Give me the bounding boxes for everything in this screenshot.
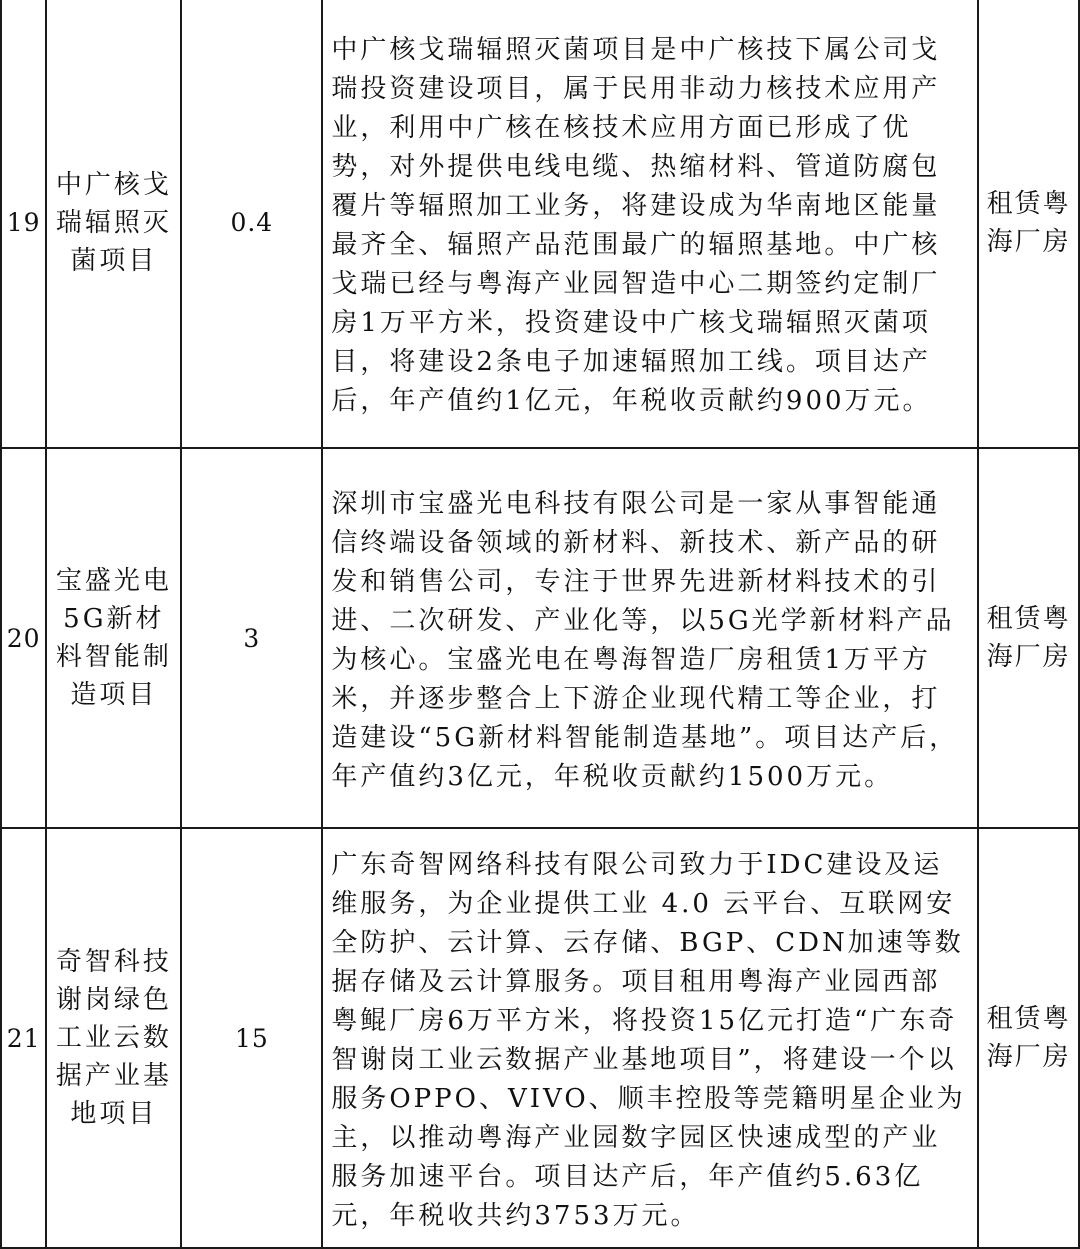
- cooperation-mode: 租赁粤海厂房: [978, 828, 1079, 1248]
- project-name: 宝盛光电5G新材料智能制造项目: [46, 448, 181, 828]
- project-description: [322, 0, 978, 448]
- cooperation-mode: 租赁粤海厂房: [978, 0, 1079, 448]
- project-description: [322, 828, 978, 1248]
- description-text: 中广核戈瑞辐照灭菌项目是中广核技下属公司戈瑞投资建设项目，属于民用非动力核技术应用产业，利用中广核在核技术应用方面已形成了优势，对外提供电线电缆、热缩材料、管道防腐包覆片等辐照加工业务，将建设成为华南地区能量最齐全、辐照产品范围最广的辐照基地。中广核戈瑞已经与粤海产业园智造中心二期签约定制厂房1万平方米，投资建设中广核戈瑞辐照灭菌项目，将建设2条电子加速辐照加工线。项目达产后，年产值约1亿元，年税收贡献约900万元。: [331, 34, 941, 416]
- table-row: [1, 448, 1079, 828]
- project-description: [322, 448, 978, 828]
- row-number: 20: [1, 448, 46, 828]
- row-number: 19: [1, 0, 46, 448]
- description-text: 广东奇智网络科技有限公司致力于IDC建设及运维服务，为企业提供工业 4.0 云平台、互联网安全防护、云计算、云存储、BGP、CDN加速等数据存储及云计算服务。项目租用粤海产业园西部粤鲲厂房6万平方米，将投资15亿元打造“广东奇智谢岗工业云数据产业基地项目”，将建设一个以服务OPPO、VIVO、顺丰控股等莞籍明星企业为主，以推动粤海产业园数字园区快速成型的产业服务加速平台。项目达产后，年产值约5.63亿元，年税收共约3753万元。: [331, 850, 966, 1231]
- table-row: [1, 0, 1079, 448]
- project-name: 奇智科技谢岗绿色工业云数据产业基地项目: [46, 828, 181, 1248]
- description-text: 深圳市宝盛光电科技有限公司是一家从事智能通信终端设备领域的新材料、新技术、新产品的研发和销售公司，专注于世界先进新材料技术的引进、二次研发、产业化等，以5G光学新材料产品为核心。宝盛光电在粤海智造厂房租赁1万平方米，并逐步整合上下游企业现代精工等企业，打造建设“5G新材料智能制造基地”。项目达产后，年产值约3亿元，年税收贡献约1500万元。: [331, 489, 959, 792]
- investment-amount: 0.4: [181, 0, 322, 448]
- table-row: [1, 828, 1079, 1248]
- cooperation-mode: 租赁粤海厂房: [978, 448, 1079, 828]
- investment-amount: 3: [181, 448, 322, 828]
- investment-amount: 15: [181, 828, 322, 1248]
- row-number: 21: [1, 828, 46, 1248]
- project-name: 中广核戈瑞辐照灭菌项目: [46, 0, 181, 448]
